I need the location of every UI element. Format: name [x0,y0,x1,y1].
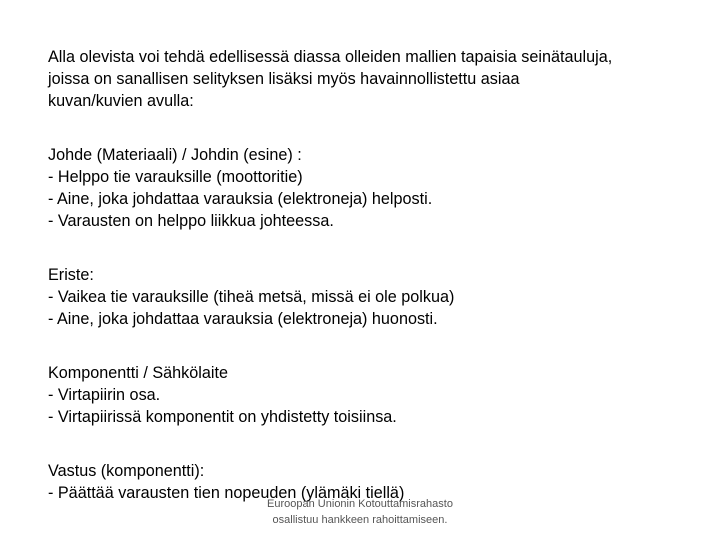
eriste-section [48,264,708,330]
eriste-bullet: - Aine, joka johdattaa varauksia (elektroneja) huonosti. [48,310,438,328]
intro-line: Alla olevista voi tehdä edellisessä diassa olleiden mallien tapaisia seinätauluja, [48,48,613,66]
vastus-heading: Vastus (komponentti): [48,462,205,480]
johde-bullet: - Helppo tie varauksille (moottoritie) [48,168,303,186]
vastus-bullet: - Päättää varausten tien nopeuden (ylämäki tiellä) [48,484,405,502]
intro-paragraph [48,46,708,112]
johde-bullet: - Varausten on helppo liikkua johteessa. [48,212,334,230]
komponentti-section [48,362,708,428]
eriste-heading: Eriste: [48,266,94,284]
slide-body [48,46,708,504]
intro-line: joissa on sanallisen selityksen lisäksi myös havainnollistettu asiaa [48,70,520,88]
footer-line: osallistuu hankkeen rahoittamiseen. [272,514,448,526]
footer-line: Euroopan Unionin Kotouttamisrahasto [267,498,453,510]
eriste-bullet: - Vaikea tie varauksille (tiheä metsä, missä ei ole polkua) [48,288,455,306]
komponentti-heading: Komponentti / Sähkölaite [48,364,228,382]
komponentti-bullet: - Virtapiirissä komponentit on yhdistetty toisiinsa. [48,408,397,426]
funding-footer [230,496,490,528]
johde-section [48,144,708,232]
komponentti-bullet: - Virtapiirin osa. [48,386,161,404]
intro-line: kuvan/kuvien avulla: [48,92,194,110]
johde-bullet: - Aine, joka johdattaa varauksia (elektroneja) helposti. [48,190,433,208]
johde-heading: Johde (Materiaali) / Johdin (esine) : [48,146,302,164]
